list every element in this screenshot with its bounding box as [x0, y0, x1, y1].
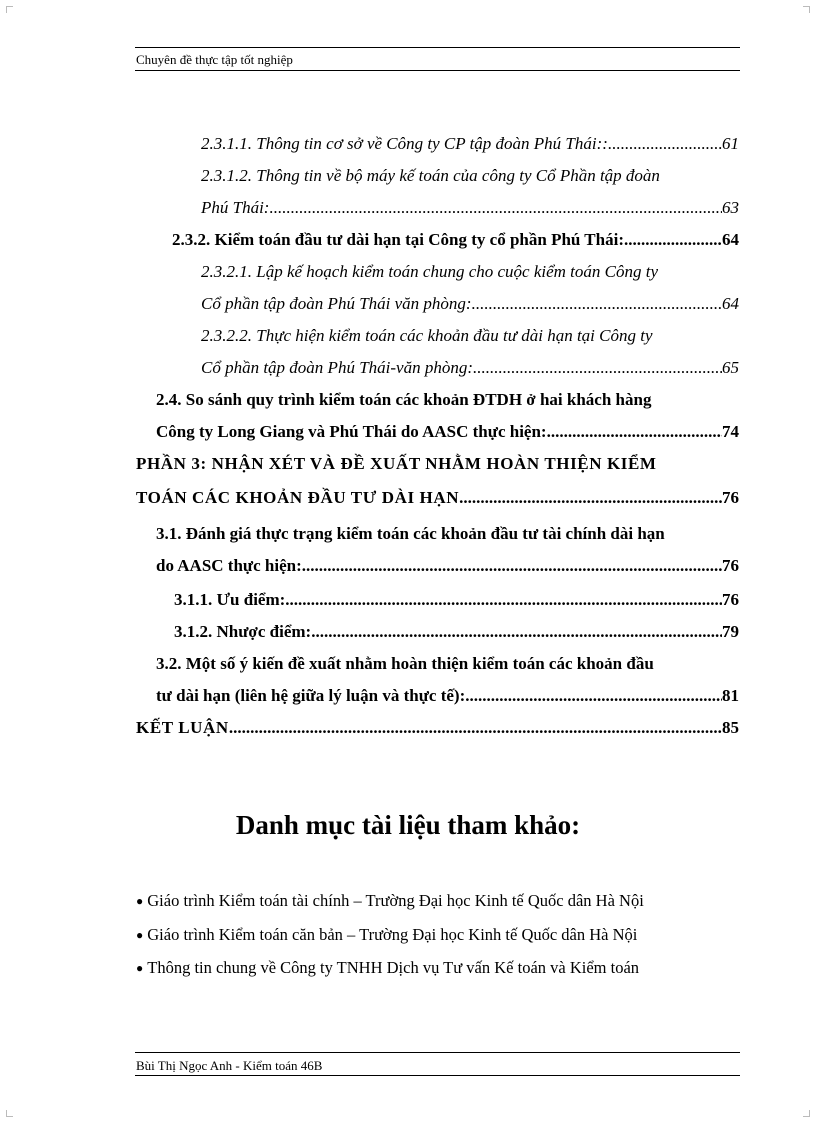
toc-entry-text: 2.3.1.1. Thông tin cơ sở về Công ty CP tập đoàn Phú Thái::: [201, 134, 608, 153]
header-rule-top: [135, 47, 740, 48]
reference-item: [136, 958, 639, 978]
references-title: Danh mục tài liệu tham khảo:: [235, 810, 581, 840]
toc-entry-text: KẾT LUẬN: [136, 718, 229, 737]
toc-entry-line[interactable]: [201, 326, 739, 346]
toc-entry-line[interactable]: [136, 454, 739, 474]
toc-entry-line[interactable]: [156, 524, 739, 544]
toc-entry-line[interactable]: [156, 654, 739, 674]
toc-page-number: 85: [722, 718, 739, 737]
toc-entry-text: Phú Thái:: [201, 198, 270, 217]
reference-text: Giáo trình Kiểm toán tài chính – Trường Đại học Kinh tế Quốc dân Hà Nội: [147, 891, 644, 910]
toc-entry-text: 2.3.1.2. Thông tin về bộ máy kế toán của công ty Cổ Phần tập đoàn: [201, 166, 660, 185]
toc-leader-dots: [624, 230, 722, 250]
toc-leader-dots: [608, 134, 722, 154]
reference-item: [136, 925, 637, 945]
toc-page-number: 64: [722, 230, 739, 249]
toc-entry-text: tư dài hạn (liên hệ giữa lý luận và thực tế):: [156, 686, 466, 705]
bullet-icon: ●: [136, 894, 144, 908]
toc-entry-text: TOÁN CÁC KHOẢN ĐẦU TƯ DÀI HẠN: [136, 488, 460, 507]
toc-leader-dots: [302, 556, 722, 576]
toc-entry[interactable]: [201, 198, 739, 218]
toc-page-number: 74: [722, 422, 739, 441]
toc-entry-line[interactable]: [201, 166, 739, 186]
reference-text: Thông tin chung về Công ty TNHH Dịch vụ Tư vấn Kế toán và Kiểm toán: [147, 958, 640, 977]
toc-leader-dots: [472, 294, 722, 314]
toc-entry[interactable]: [136, 488, 739, 508]
reference-item: [136, 891, 644, 911]
toc-entry-text: 3.1.2. Nhược điểm:: [174, 622, 312, 641]
toc-entry[interactable]: [174, 590, 739, 610]
toc-page-number: 76: [722, 556, 739, 575]
toc-entry[interactable]: [156, 556, 739, 576]
toc-entry-text: Công ty Long Giang và Phú Thái do AASC thực hiện:: [156, 422, 547, 441]
toc-page-number: 79: [722, 622, 739, 641]
toc-entry-text: PHẦN 3: NHẬN XÉT VÀ ĐỀ XUẤT NHẰM HOÀN THIỆN KIỂM: [136, 454, 657, 473]
toc-entry-text: 3.2. Một số ý kiến đề xuất nhằm hoàn thiện kiểm toán các khoản đầu: [156, 654, 654, 673]
page-header: Chuyên đề thực tập tốt nghiệp: [136, 52, 293, 67]
toc-leader-dots: [285, 590, 722, 610]
toc-page-number: 61: [722, 134, 739, 153]
toc-leader-dots: [547, 422, 722, 442]
toc-leader-dots: [465, 686, 722, 706]
toc-entry-line[interactable]: [201, 262, 739, 282]
toc-entry[interactable]: [172, 230, 739, 250]
toc-leader-dots: [269, 198, 722, 218]
toc-entry-text: 3.1.1. Ưu điểm:: [174, 590, 286, 609]
toc-leader-dots: [311, 622, 722, 642]
toc-page-number: 63: [722, 198, 739, 217]
toc-entry[interactable]: [201, 358, 739, 378]
toc-entry-text: Cổ phần tập đoàn Phú Thái-văn phòng:: [201, 358, 473, 377]
footer-rule-top: [135, 1052, 740, 1053]
footer-rule-bottom: [135, 1075, 740, 1076]
page-footer: Bùi Thị Ngọc Anh - Kiểm toán 46B: [136, 1058, 323, 1073]
toc-entry[interactable]: [156, 422, 739, 442]
toc-page-number: 76: [722, 488, 739, 507]
toc-leader-dots: [459, 488, 722, 508]
toc-page-number: 65: [722, 358, 739, 377]
toc-page-number: 81: [722, 686, 739, 705]
toc-leader-dots: [229, 718, 722, 738]
header-rule-bottom: [135, 70, 740, 71]
toc-entry[interactable]: [201, 134, 739, 154]
crop-mark-top-left: [6, 6, 13, 13]
toc-entry[interactable]: [136, 718, 739, 738]
toc-entry-text: 2.3.2.2. Thực hiện kiểm toán các khoản đầu tư dài hạn tại Công ty: [201, 326, 653, 345]
toc-leader-dots: [473, 358, 722, 378]
toc-entry[interactable]: [201, 294, 739, 314]
toc-entry-text: 2.3.2. Kiểm toán đầu tư dài hạn tại Công ty cổ phần Phú Thái:: [172, 230, 624, 249]
toc-entry-text: 2.3.2.1. Lập kế hoạch kiểm toán chung cho cuộc kiểm toán Công ty: [201, 262, 659, 281]
bullet-icon: ●: [136, 961, 144, 975]
toc-entry-text: do AASC thực hiện:: [156, 556, 302, 575]
toc-entry-text: Cổ phần tập đoàn Phú Thái văn phòng:: [201, 294, 472, 313]
crop-mark-bottom-left: [6, 1110, 13, 1117]
toc-entry[interactable]: [174, 622, 739, 642]
toc-entry[interactable]: [156, 686, 739, 706]
toc-entry-line[interactable]: [156, 390, 739, 410]
crop-mark-top-right: [803, 6, 810, 13]
toc-entry-text: 2.4. So sánh quy trình kiểm toán các khoản ĐTDH ở hai khách hàng: [156, 390, 652, 409]
toc-entry-text: 3.1. Đánh giá thực trạng kiểm toán các khoản đầu tư tài chính dài hạn: [156, 524, 665, 543]
crop-mark-bottom-right: [803, 1110, 810, 1117]
bullet-icon: ●: [136, 928, 144, 942]
toc-page-number: 76: [722, 590, 739, 609]
reference-text: Giáo trình Kiểm toán căn bản – Trường Đại học Kinh tế Quốc dân Hà Nội: [147, 925, 638, 944]
toc-page-number: 64: [722, 294, 739, 313]
